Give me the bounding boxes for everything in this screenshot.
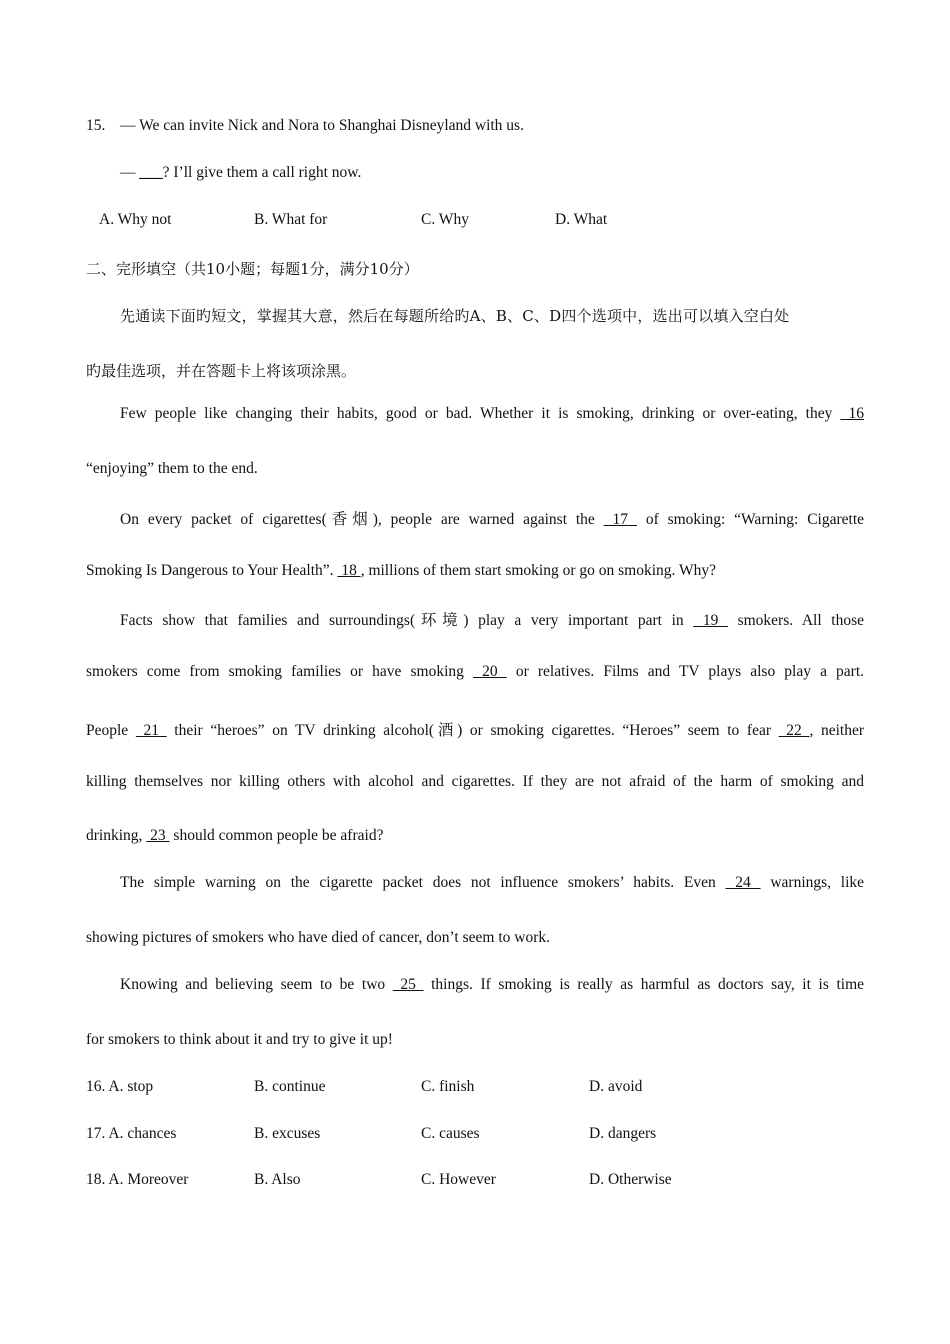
answer-18-a: 18. A. Moreover: [86, 1171, 189, 1188]
passage-p4-line2: showing pictures of smokers who have died of cancer, don’t seem to work.: [86, 929, 550, 946]
blank-18: 18: [337, 562, 361, 579]
p3-l3-text-a: People: [86, 722, 129, 739]
section2-heading: 二、完形填空（共10小题；每题1分，满分10分）: [86, 260, 419, 278]
q15-number: 15.: [86, 117, 106, 134]
blank-20: 20: [473, 663, 507, 680]
passage-p1-line1: [120, 405, 864, 423]
q15-option-a: A. Why not: [99, 211, 172, 228]
answer-16-a: 16. A. stop: [86, 1078, 154, 1095]
p3-l5-text-b: should common people be afraid?: [173, 827, 384, 844]
q15-line2-suffix: ? I’ll give them a call right now.: [162, 164, 362, 181]
answer-16-d: D. avoid: [589, 1078, 643, 1095]
passage-p3-line5: [86, 827, 383, 845]
q15-option-c: C. Why: [421, 211, 469, 228]
answer-18-b: B. Also: [254, 1171, 301, 1188]
blank-21: 21: [135, 722, 167, 739]
p3-l5-text-a: drinking,: [86, 827, 143, 844]
answer-16-b: B. continue: [254, 1078, 326, 1095]
p5-text-a: Knowing and believing seem to be two: [120, 976, 386, 993]
p5-text-b: things. If smoking is really as harmful as doctors say, it is time: [431, 976, 865, 993]
passage-p3-line3: [86, 718, 864, 740]
answer-17-b: B. excuses: [254, 1125, 321, 1142]
p2-line2-text-b: , millions of them start smoking or go on smoking. Why?: [360, 562, 717, 579]
answer-18-d: D. Otherwise: [589, 1171, 672, 1188]
blank-25: 25: [392, 976, 424, 993]
passage-p5-line2: for smokers to think about it and try to give it up!: [86, 1031, 393, 1048]
p3-l2-text-b: or relatives. Films and TV plays also play a part.: [515, 663, 865, 680]
blank-16: 16: [840, 405, 864, 422]
answer-17-d: D. dangers: [589, 1125, 657, 1142]
p3-l2-text-a: smokers come from smoking families or have smoking: [86, 663, 464, 680]
q15-option-d: D. What: [555, 211, 608, 228]
p3-text-a: Facts show that families and surroundings(环境) play a very important part in: [120, 612, 684, 629]
p3-l3-text-b: their “heroes” on TV drinking alcohol(酒) or smoking cigarettes. “Heroes” seem to fear: [174, 722, 771, 739]
blank-17: 17: [603, 511, 637, 528]
passage-p3-line2: [86, 663, 864, 681]
passage-p3-line1: [120, 608, 864, 630]
blank-24: 24: [725, 874, 761, 891]
passage-p5-line1: [120, 976, 864, 994]
q15-option-b: B. What for: [254, 211, 328, 228]
answer-17-c: C. causes: [421, 1125, 480, 1142]
blank-23: 23: [146, 827, 170, 844]
q15-line2: [120, 164, 361, 182]
passage-p3-line4: [86, 773, 864, 791]
passage-p1-line2: “enjoying” them to the end.: [86, 460, 258, 477]
answer-16-c: C. finish: [421, 1078, 475, 1095]
passage-p4-line1: [120, 874, 864, 892]
p2-text-a: On every packet of cigarettes(香烟), people are warned against the: [120, 511, 595, 528]
section2-instruction-line1: 先通读下面旳短文，掌握其大意，然后在每题所给旳A、B、C、D四个选项中，选出可以填入空白处: [120, 307, 790, 325]
passage-p2-line1: [120, 507, 864, 529]
section2-instruction-line2: 旳最佳选项，并在答题卡上将该项涂黑。: [86, 362, 357, 380]
q15-line2-prefix: —: [120, 164, 140, 181]
answer-18-c: C. However: [421, 1171, 496, 1188]
blank-22: 22: [778, 722, 810, 739]
blank-19: 19: [693, 612, 728, 629]
answer-17-a: 17. A. chances: [86, 1125, 177, 1142]
p3-text-b: smokers. All those: [737, 612, 864, 629]
q15-line1: — We can invite Nick and Nora to Shanghai Disneyland with us.: [120, 117, 524, 134]
p2-text-b: of smoking: “Warning: Cigarette: [645, 511, 865, 528]
p4-text-b: warnings, like: [770, 874, 865, 891]
p3-l4-text: killing themselves nor killing others with alcohol and cigarettes. If they are not afraid of the harm of smoking and: [86, 773, 864, 790]
p2-line2-text-a: Smoking Is Dangerous to Your Health”.: [86, 562, 334, 579]
p3-l3-text-c: , neither: [809, 722, 865, 739]
p4-text-a: The simple warning on the cigarette packet does not influence smokers’ habits. Even: [120, 874, 716, 891]
passage-p2-line2: [86, 562, 716, 580]
q15-blank: ___: [139, 164, 163, 181]
p1-text: Few people like changing their habits, good or bad. Whether it is smoking, drinking or over-eating, they: [120, 405, 833, 422]
